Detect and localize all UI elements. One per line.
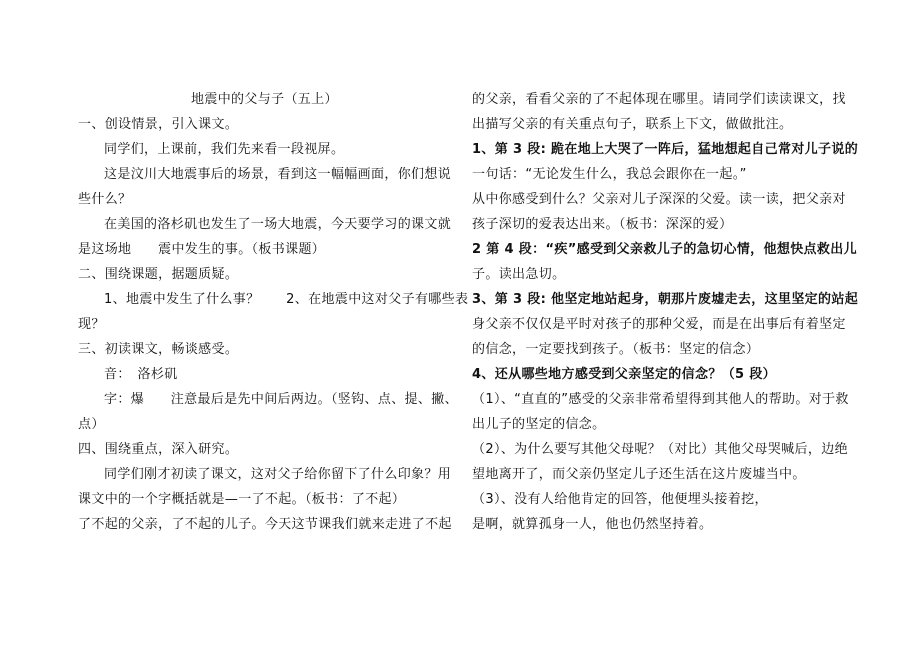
paragraph-line: 现？ xyxy=(78,317,105,332)
paragraph-line: 些什么？ xyxy=(78,192,132,207)
pronunciation-note: 音： 洛杉矶 xyxy=(104,367,178,382)
sub-point-1: （1）、“直直的”感受的父亲非常希望得到其他人的帮助。对于救 xyxy=(472,392,849,407)
paragraph-line: 出描写父亲的有关重点句子，联系上下文，做做批注。 xyxy=(472,117,793,132)
point-4: 4、还从哪些地方感受到父亲坚定的信念？（5 段） xyxy=(472,367,777,382)
sub-point-2: （2）、为什么要写其他父母呢？（对比）其他父母哭喊后，边绝 xyxy=(472,442,848,457)
point-1: 1、第 3 段: 跪在地上大哭了一阵后，猛地想起自己常对儿子说的 xyxy=(472,142,859,157)
paragraph-line: 课文中的一个字概括就是—一了不起。（板书：了不起） xyxy=(78,492,406,507)
paragraph-line: 同学们刚才初读了课文，这对父子给你留下了什么印象？用 xyxy=(104,467,452,482)
sub-point-3: （3）、没有人给他肯定的回答，他便埋头接着挖， xyxy=(472,492,768,507)
paragraph-line: 身父亲不仅仅是平时对孩子的那种父爱，而是在出事后有着坚定 xyxy=(472,317,846,332)
paragraph-line: 是这场地 震中发生的事。（板书课题） xyxy=(78,242,326,257)
paragraph-line: 出儿子的坚定的信念。 xyxy=(472,417,606,432)
paragraph-line: 这是汶川大地震事后的场景，看到这一幅幅画面，你们想说 xyxy=(104,167,452,182)
paragraph-line: 点） xyxy=(78,417,105,432)
paragraph-line: 子。读出急切。 xyxy=(472,267,566,282)
paragraph-line: 在美国的洛杉矶也发生了一场大地震，今天要学习的课文就 xyxy=(104,217,452,232)
paragraph-line: 的父亲，看看父亲的了不起体现在哪里。请同学们读读课文，找 xyxy=(472,92,846,107)
page-title: 地震中的父与子（五上） xyxy=(191,92,338,107)
paragraph-line: 的信念，一定要找到孩子。（板书：坚定的信念） xyxy=(472,342,760,357)
paragraph-line: 了不起的父亲，了不起的儿子。今天这节课我们就来走进了不起 xyxy=(78,517,452,532)
section-heading-2: 二、围绕课题，据题质疑。 xyxy=(78,267,239,282)
paragraph-line: 从中你感受到什么？父亲对儿子深深的父爱。读一读，把父亲对 xyxy=(472,192,846,207)
character-note: 字：爆 注意最后是先中间后两边。（竖钩、点、提、撇、 xyxy=(104,392,458,407)
point-2: 2 第 4 段：“疾”感受到父亲救儿子的急切心情，他想快点救出儿 xyxy=(472,242,857,257)
paragraph-line: 望地离开了，而父亲仍坚定儿子还生活在这片废墟当中。 xyxy=(472,467,806,482)
paragraph-line: 同学们，上课前，我们先来看一段视屏。 xyxy=(104,142,345,157)
paragraph-line: 是啊，就算孤身一人，他也仍然坚持着。 xyxy=(472,517,713,532)
section-heading-1: 一、创设情景，引入课文。 xyxy=(78,117,239,132)
paragraph-line: 一句话：“无论发生什么，我总会跟你在一起。” xyxy=(472,167,747,182)
section-heading-4: 四、围绕重点，深入研究。 xyxy=(78,442,239,457)
point-3: 3、第 3 段: 他坚定地站起身，朝那片废墟走去，这里坚定的站起 xyxy=(472,292,859,307)
paragraph-line: 孩子深切的爱表达出来。（板书：深深的爱） xyxy=(472,217,733,232)
paragraph-line: 1、地震中发生了什么事？ 2、在地震中这对父子有哪些表 xyxy=(104,292,469,307)
section-heading-3: 三、初读课文，畅谈感受。 xyxy=(78,342,239,357)
